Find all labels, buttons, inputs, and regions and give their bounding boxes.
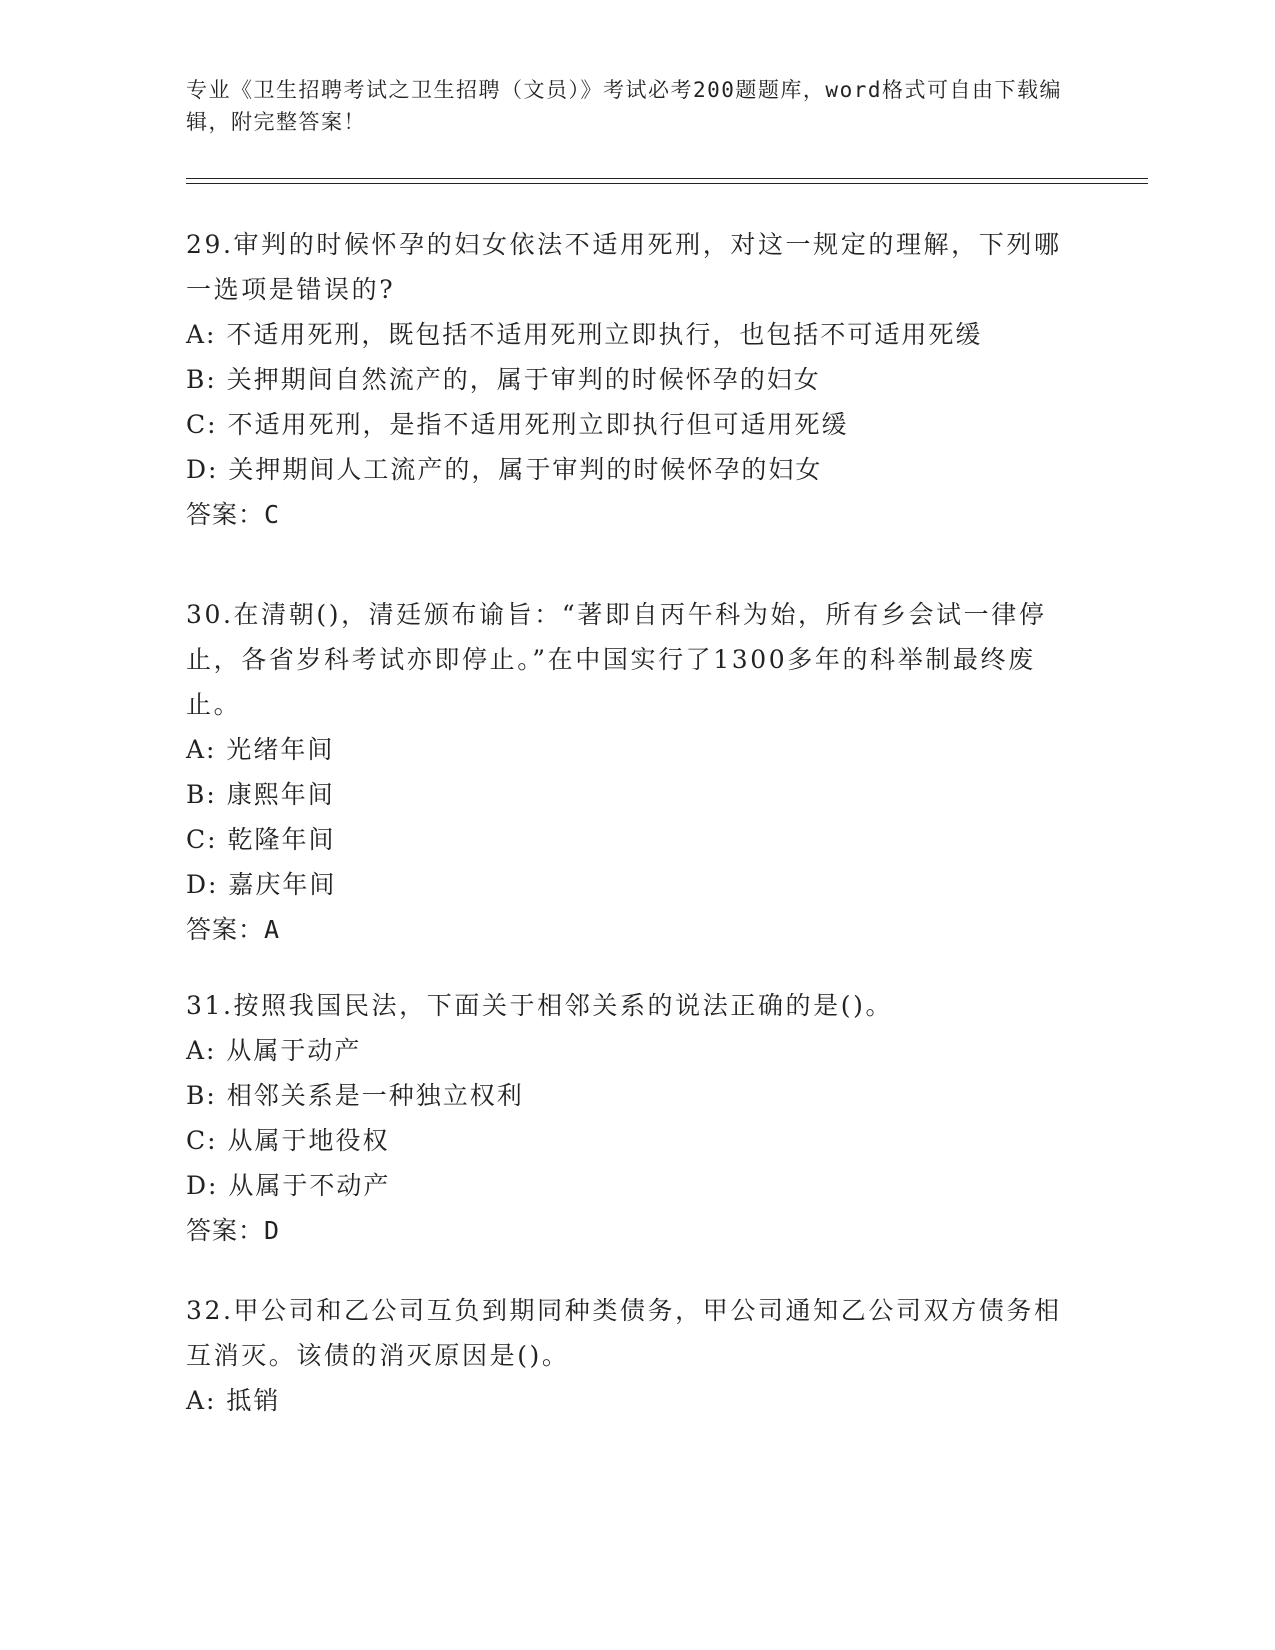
question-stem: 31.按照我国民法，下面关于相邻关系的说法正确的是()。 [186, 991, 894, 1020]
option-b: B: 康熙年间 [186, 780, 335, 809]
option-c: C: 从属于地役权 [186, 1126, 390, 1155]
answer-text: 答案：C [186, 500, 281, 529]
option-a: A: 光绪年间 [186, 735, 335, 764]
document-header: 专业《卫生招聘考试之卫生招聘（文员）》考试必考200题题库，word格式可自由下载编辑，附完整答案！ [186, 78, 1062, 134]
answer-text: 答案：D [186, 1216, 281, 1245]
option-a: A: 抵销 [186, 1386, 281, 1415]
question-stem: 29.审判的时候怀孕的妇女依法不适用死刑，对这一规定的理解，下列哪一选项是错误的? [186, 230, 1062, 304]
option-d: D: 从属于不动产 [186, 1171, 391, 1200]
option-c: C: 乾隆年间 [186, 825, 336, 854]
option-c: C: 不适用死刑，是指不适用死刑立即执行但可适用死缓 [186, 410, 849, 439]
question-29 [186, 222, 1066, 537]
header-rule-top [186, 178, 1148, 179]
option-a: A: 不适用死刑，既包括不适用死刑立即执行，也包括不可适用死缓 [186, 320, 983, 349]
question-stem: 32.甲公司和乙公司互负到期同种类债务，甲公司通知乙公司双方债务相互消灭。该债的消灭原因是()。 [186, 1296, 1062, 1370]
question-stem: 30.在清朝()，清廷颁布谕旨：“著即自丙午科为始，所有乡会试一律停止，各省岁科考试亦即停止。”在中国实行了1300多年的科举制最终废止。 [186, 600, 1047, 719]
option-d: D: 关押期间人工流产的，属于审判的时候怀孕的妇女 [186, 455, 823, 484]
option-a: A: 从属于动产 [186, 1036, 362, 1065]
question-31 [186, 983, 1066, 1253]
option-d: D: 嘉庆年间 [186, 870, 337, 899]
option-b: B: 相邻关系是一种独立权利 [186, 1081, 524, 1110]
header-rule-bottom [186, 183, 1148, 184]
option-b: B: 关押期间自然流产的，属于审判的时候怀孕的妇女 [186, 365, 821, 394]
question-32 [186, 1288, 1066, 1423]
question-30 [186, 592, 1066, 952]
answer-text: 答案：A [186, 915, 281, 944]
